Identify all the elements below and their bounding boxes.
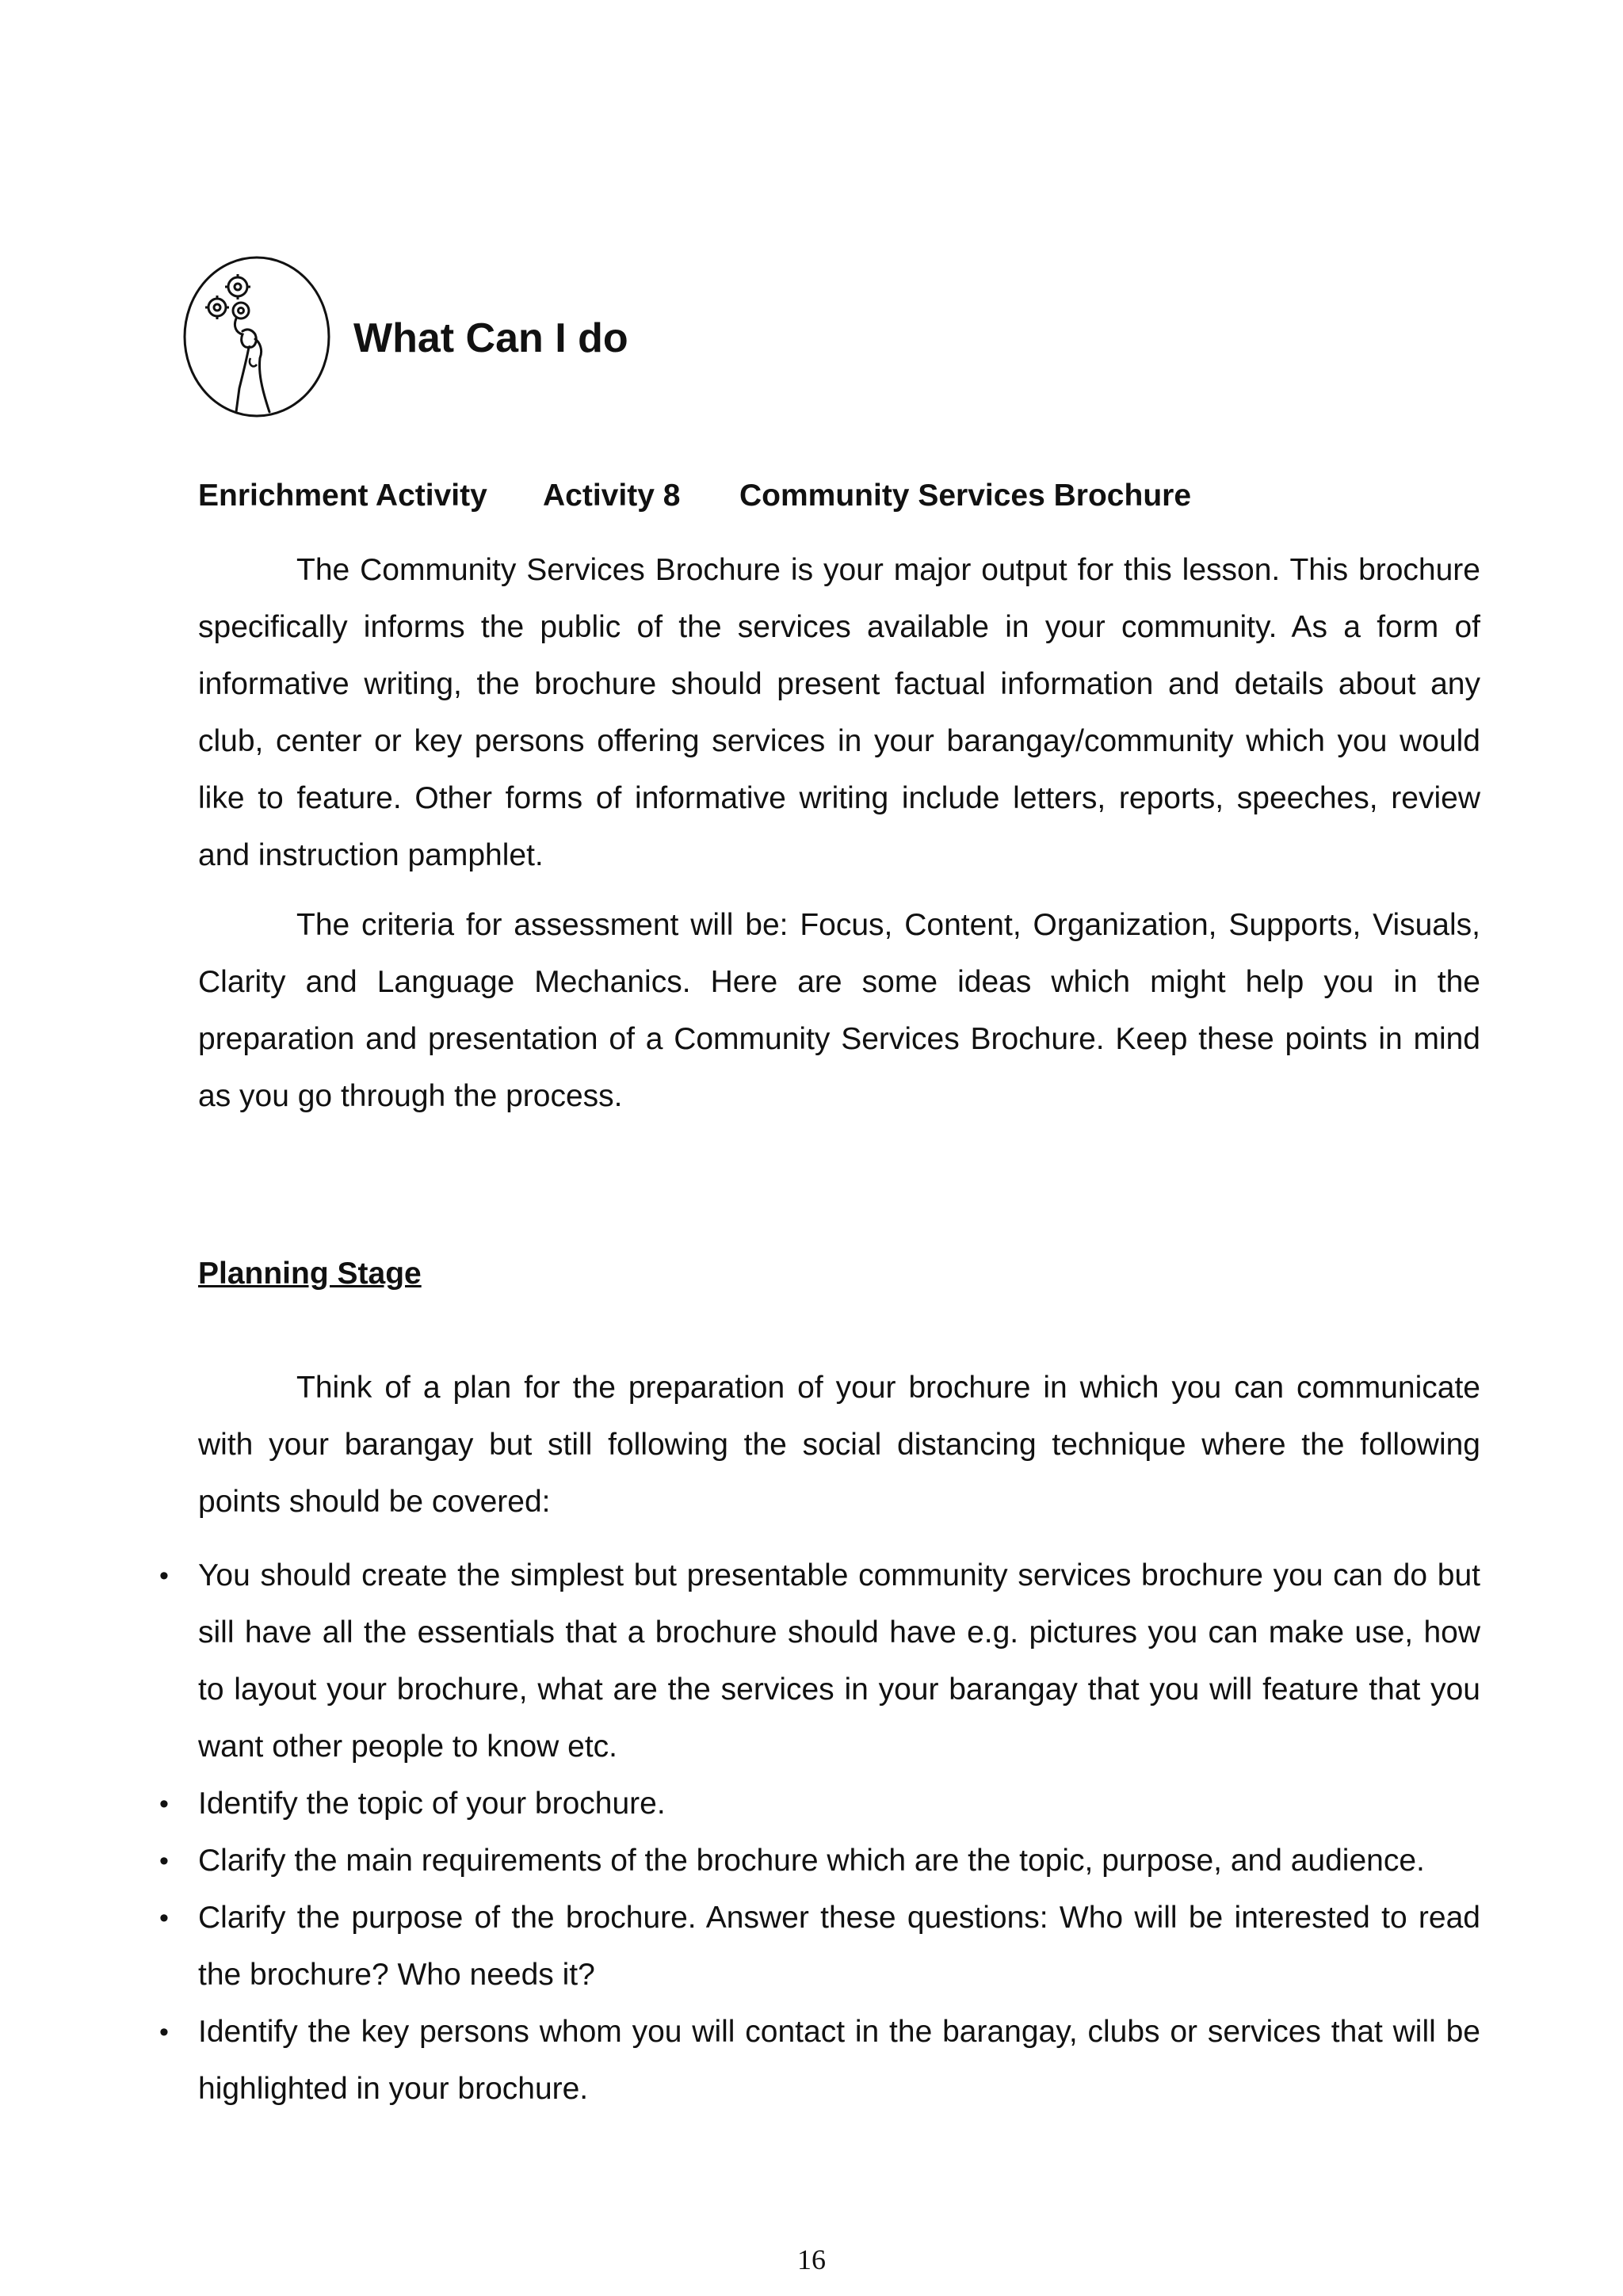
- bullet-icon: •: [159, 1561, 169, 1591]
- planning-stage-heading: Planning Stage: [198, 1257, 422, 1291]
- bullet-icon: •: [159, 2017, 169, 2047]
- list-item: [159, 1890, 1480, 2004]
- criteria-paragraph: The criteria for assessment will be: Focus, Content, Organization, Supports, Visuals, Clarity and Language Mechanics. Here are some ideas which might help you in the preparation and presentation of a Community Services Brochure. Keep these points in mind as you go through the process.: [198, 908, 1480, 1113]
- bullet-icon: •: [159, 1903, 169, 1933]
- planning-intro-paragraph: Think of a plan for the preparation of your brochure in which you can communicate with your barangay but still following the social distancing technique where the following points should be covered:: [198, 1371, 1480, 1519]
- hand-holding-gears-icon: [181, 254, 333, 420]
- list-item-text: You should create the simplest but presentable community services brochure you can do but sill have all the essentials that a brochure should have e.g. pictures you can make use, how to layout your brochure, what are the services in your barangay that you will feature that you want other people to know etc.: [198, 1558, 1480, 1764]
- bullet-icon: •: [159, 1846, 169, 1876]
- list-item-text: Clarify the main requirements of the brochure which are the topic, purpose, and audience.: [198, 1844, 1425, 1878]
- planning-bullet-list: [159, 1547, 1480, 2118]
- list-item-text: Identify the topic of your brochure.: [198, 1787, 666, 1821]
- activity-heading: [198, 475, 1191, 517]
- list-item: [159, 2004, 1480, 2118]
- list-item-text: Clarify the purpose of the brochure. Answer these questions: Who will be interested to read the brochure? Who needs it?: [198, 1901, 1480, 1992]
- list-item: [159, 1547, 1480, 1775]
- list-item-text: Identify the key persons whom you will contact in the barangay, clubs or services that will be highlighted in your brochure.: [198, 2015, 1480, 2106]
- activity-name: Community Services Brochure: [739, 479, 1192, 513]
- list-item: [159, 1775, 1480, 1833]
- page-number: 16: [797, 2244, 826, 2275]
- section-title: What Can I do: [353, 315, 628, 361]
- list-item: [159, 1833, 1480, 1890]
- activity-type: Enrichment Activity: [198, 479, 487, 513]
- intro-paragraph: The Community Services Brochure is your major output for this lesson. This brochure specifically informs the public of the services available in your community. As a form of informative writing, the brochure should present factual information and details about any club, center or key persons offering services in your barangay/community which you would like to feature. Other forms of informative writing include letters, reports, speeches, review and instruction pamphlet.: [198, 553, 1480, 872]
- bullet-icon: •: [159, 1789, 169, 1819]
- activity-number: Activity 8: [543, 479, 681, 513]
